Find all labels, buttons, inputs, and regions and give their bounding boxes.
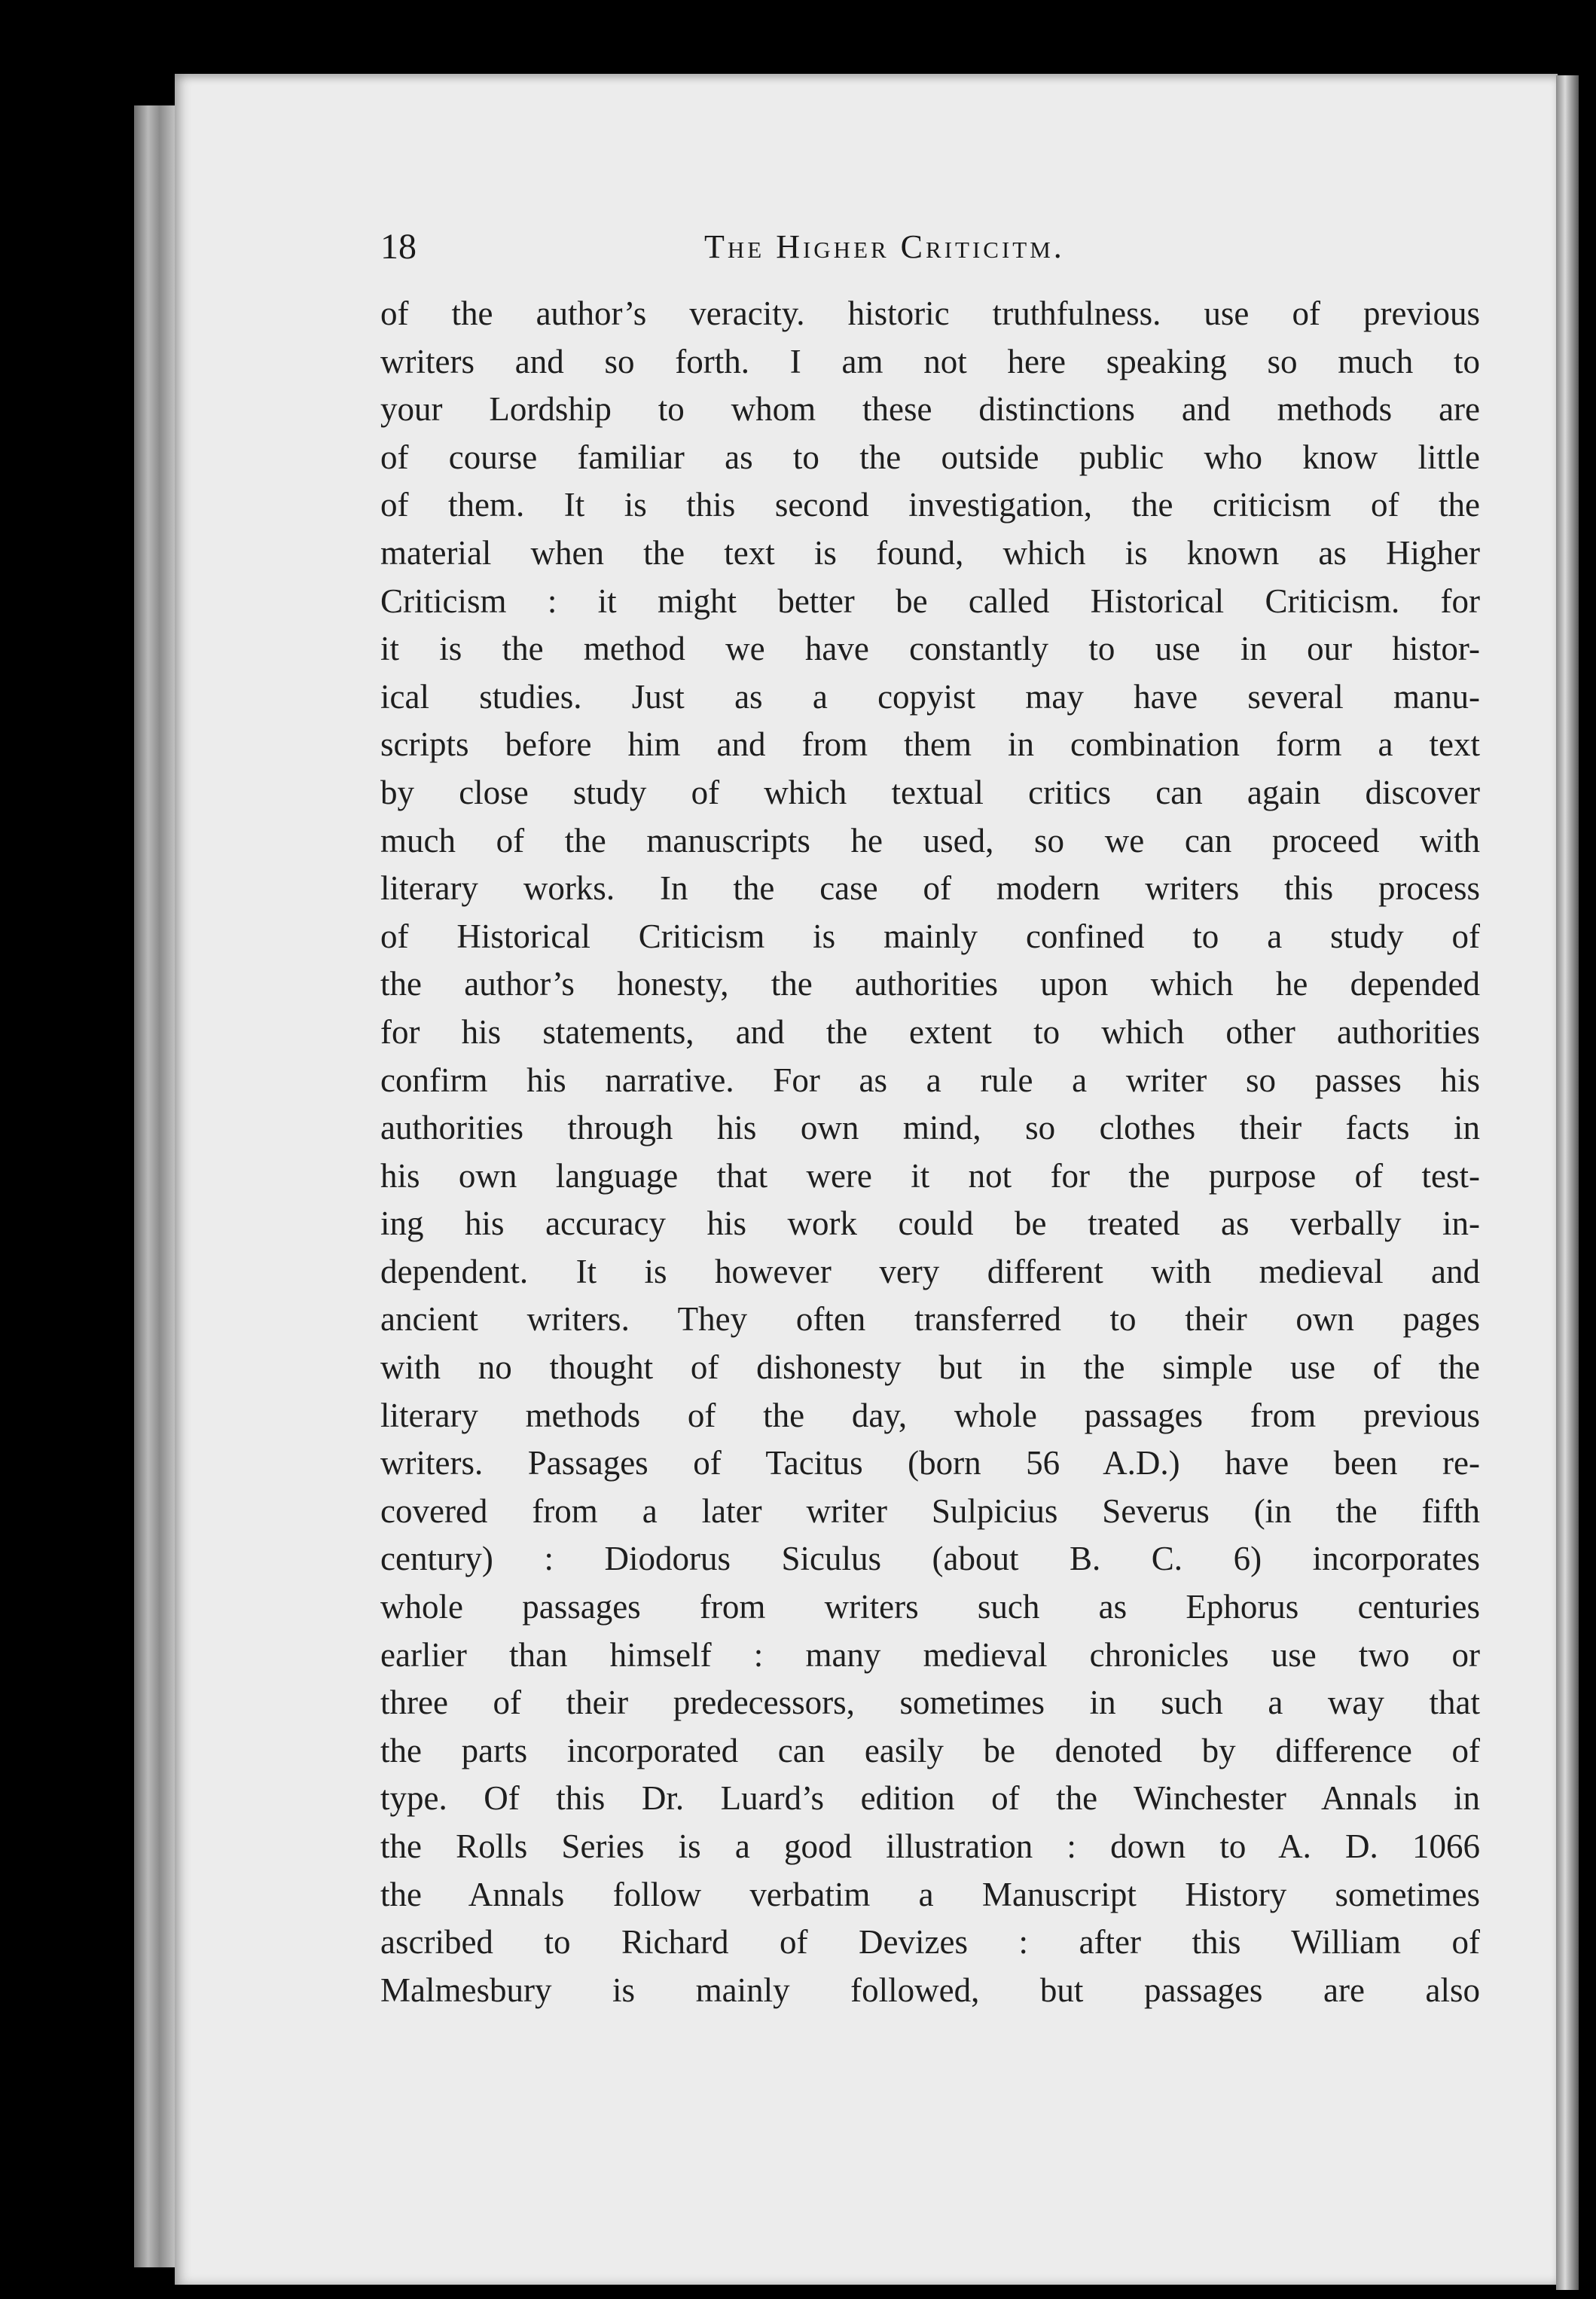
text-line: your Lordship to whom these distinctions and methods are (380, 390, 1480, 429)
text-line: the Rolls Series is a good illustration : down to A. D. 1066 (380, 1827, 1480, 1865)
running-head: The Higher Criticitm. (704, 228, 1065, 265)
text-line: Malmesbury is mainly followed, but passages are also (380, 1971, 1480, 2009)
text-line: literary works. In the case of modern writers this process (380, 869, 1480, 908)
text-line: his own language that were it not for the purpose of test- (380, 1156, 1480, 1195)
text-line: writers and so forth. I am not here speaking so much to (380, 342, 1480, 380)
page-number: 18 (380, 227, 417, 267)
text-line: authorities through his own mind, so clothes their facts in (380, 1109, 1480, 1147)
text-line: three of their predecessors, sometimes in such a way that (380, 1684, 1480, 1722)
text-line: it is the method we have constantly to use in our histor- (380, 630, 1480, 668)
text-line: scripts before him and from them in combination form a text (380, 725, 1480, 764)
text-line: century) : Diodorus Siculus (about B. C. 6) incorporates (380, 1540, 1480, 1578)
text-line: ascribed to Richard of Devizes : after this William of (380, 1923, 1480, 1962)
text-line: dependent. It is however very different with medieval and (380, 1252, 1480, 1290)
text-line: ical studies. Just as a copyist may have several manu- (380, 677, 1480, 716)
text-line: covered from a later writer Sulpicius Severus (in the fifth (380, 1491, 1480, 1530)
text-line: ancient writers. They often transferred to their own pages (380, 1300, 1480, 1339)
text-line: whole passages from writers such as Ephorus centuries (380, 1588, 1480, 1626)
text-line: literary methods of the day, whole passages from previous (380, 1396, 1480, 1434)
text-line: the parts incorporated can easily be denoted by difference of (380, 1731, 1480, 1769)
text-line: of the author’s veracity. historic truthfulness. use of previous (380, 295, 1480, 332)
text-line: of Historical Criticism is mainly confined to a study of (380, 917, 1480, 955)
text-line: the Annals follow verbatim a Manuscript History sometimes (380, 1875, 1480, 1913)
text-line: of course familiar as to the outside public who know little (380, 438, 1480, 476)
text-line: of them. It is this second investigation, the criticism of the (380, 486, 1480, 524)
text-line: Criticism : it might better be called Historical Criticism. for (380, 582, 1480, 620)
body-text (380, 290, 1480, 2014)
text-line: the author’s honesty, the authorities upon which he depended (380, 965, 1480, 1003)
text-line: earlier than himself : many medieval chronicles use two or (380, 1635, 1480, 1674)
page-right-edge (1556, 75, 1579, 2290)
page-header (380, 226, 1480, 279)
text-line: type. Of this Dr. Luard’s edition of the Winchester Annals in (380, 1779, 1480, 1818)
text-line: ing his accuracy his work could be treated as verbally in- (380, 1204, 1480, 1243)
text-line: writers. Passages of Tacitus (born 56 A.D.) have been re- (380, 1444, 1480, 1482)
text-line: confirm his narrative. For as a rule a writer so passes his (380, 1061, 1480, 1099)
text-line: for his statements, and the extent to which other authorities (380, 1012, 1480, 1051)
binding-edge (134, 105, 181, 2267)
text-line: much of the manuscripts he used, so we can proceed with (380, 821, 1480, 859)
text-line: by close study of which textual critics can again discover (380, 773, 1480, 811)
text-line: material when the text is found, which is known as Higher (380, 533, 1480, 572)
text-line: with no thought of dishonesty but in the simple use of the (380, 1348, 1480, 1387)
